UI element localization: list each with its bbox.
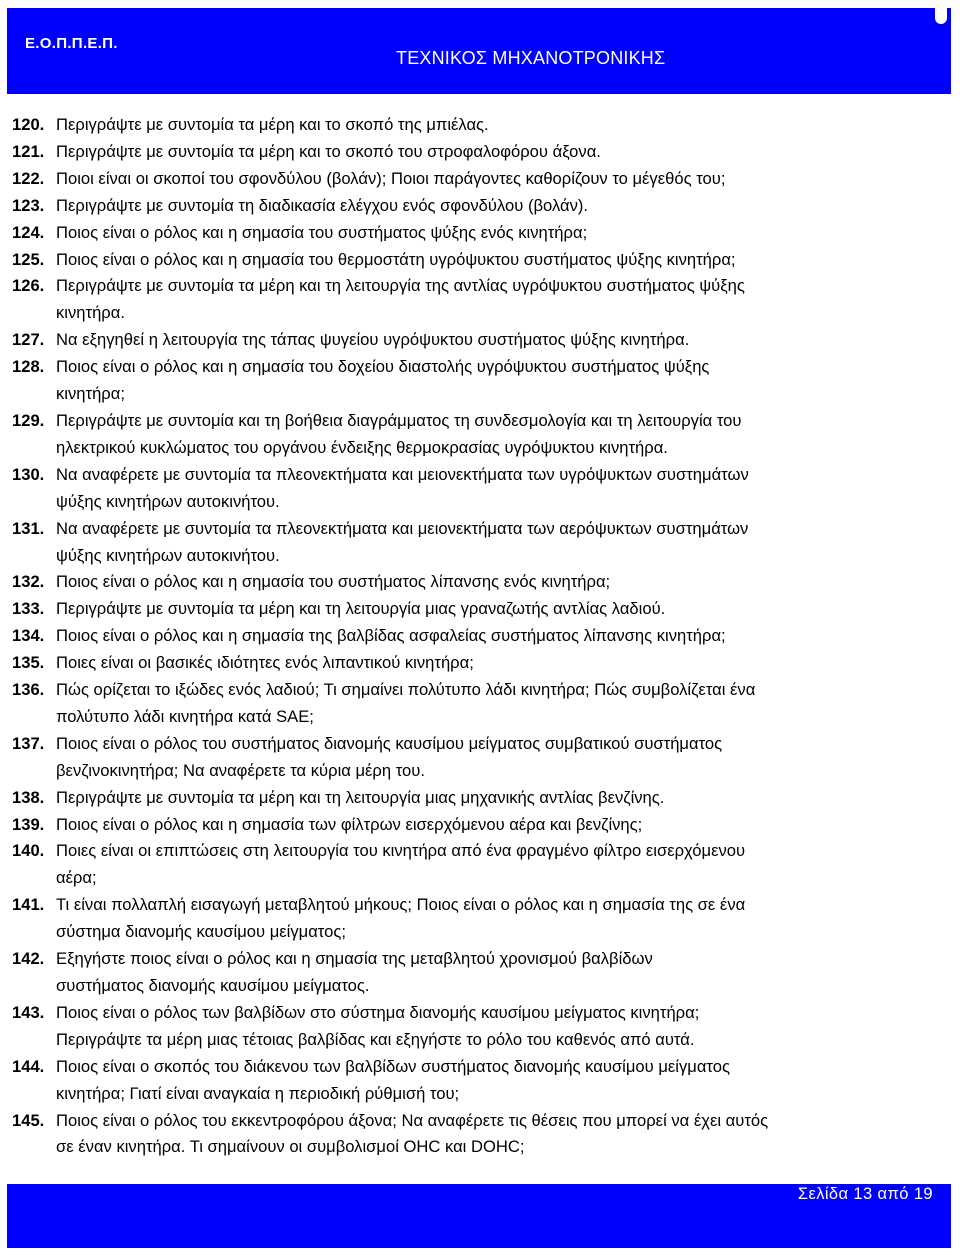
question-text: Περιγράψτε με συντομία τα μέρη και το σκοπό της μπιέλας. bbox=[56, 115, 489, 134]
question-number: 128. bbox=[12, 357, 45, 377]
header-band bbox=[7, 8, 951, 94]
question-item bbox=[12, 650, 942, 677]
question-number: 143. bbox=[12, 1002, 45, 1022]
question-text: Ποιες είναι οι επιπτώσεις στη λειτουργία του κινητήρα από ένα φραγμένο φίλτρο εισερχόμενου bbox=[56, 841, 746, 861]
question-text: ψύξης κινητήρων αυτοκινήτου. bbox=[56, 491, 280, 511]
question-item bbox=[12, 1108, 942, 1162]
corner-tab bbox=[935, 8, 947, 24]
question-number: 127. bbox=[12, 330, 45, 350]
question-item bbox=[12, 327, 942, 354]
question-number: 141. bbox=[12, 895, 45, 915]
question-text: συστήματος διανομής καυσίμου μείγματος. bbox=[56, 976, 370, 995]
question-text: Περιγράψτε με συντομία τα μέρη και τη λειτουργία της αντλίας υγρόψυκτου συστήματος ψύξης bbox=[56, 276, 745, 296]
question-text: Περιγράψτε με συντομία τα μέρη και τη λειτουργία μιας μηχανικής αντλίας βενζίνης. bbox=[56, 787, 665, 807]
question-number: 122. bbox=[12, 168, 45, 188]
question-item bbox=[12, 112, 942, 139]
question-item bbox=[12, 596, 942, 623]
question-text: βενζινοκινητήρα; Να αναφέρετε τα κύρια μέρη του. bbox=[56, 760, 425, 780]
question-text: Περιγράψτε τα μέρη μιας τέτοιας βαλβίδας και εξηγήστε το ρόλο του καθενός από αυτά. bbox=[56, 1029, 695, 1049]
question-text: σύστημα διανομής καυσίμου μείγματος; bbox=[56, 922, 346, 942]
question-text: Ποιοι είναι οι σκοποί του σφονδύλου (βολάν); Ποιοι παράγοντες καθορίζουν το μέγεθός του; bbox=[56, 168, 726, 188]
question-text: αέρα; bbox=[56, 868, 97, 888]
question-text: Περιγράψτε με συντομία τα μέρη και το σκοπό του στροφαλοφόρου άξονα. bbox=[56, 141, 601, 161]
question-item bbox=[12, 166, 942, 193]
question-item bbox=[12, 1054, 942, 1108]
question-item bbox=[12, 139, 942, 166]
question-text: κινητήρα. bbox=[56, 303, 125, 323]
question-number: 131. bbox=[12, 518, 45, 538]
page-number: Σελίδα 13 από 19 bbox=[797, 1185, 933, 1203]
question-number: 126. bbox=[12, 276, 45, 296]
question-number: 125. bbox=[12, 249, 45, 269]
question-text: Περιγράψτε με συντομία και τη βοήθεια διαγράμματος τη συνδεσμολογία και τη λειτουργία του bbox=[56, 410, 742, 430]
question-text: Ποιος είναι ο ρόλος του εκκεντροφόρου άξονα; Να αναφέρετε τις θέσεις που μπορεί να έχει αυτός bbox=[56, 1110, 769, 1130]
question-text: Να εξηγηθεί η λειτουργία της τάπας ψυγείου υγρόψυκτου συστήματος ψύξης κινητήρα. bbox=[56, 330, 690, 350]
question-number: 121. bbox=[12, 141, 45, 161]
question-item bbox=[12, 354, 942, 408]
question-text: Τι είναι πολλαπλή εισαγωγή μεταβλητού μήκους; Ποιος είναι ο ρόλος και η σημασία της σε ένα bbox=[56, 895, 746, 915]
question-item bbox=[12, 623, 942, 650]
question-text: Ποιος είναι ο σκοπός του διάκενου των βαλβίδων συστήματος διανομής καυσίμου μείγματος bbox=[56, 1056, 730, 1076]
subject-title: ΤΕΧΝΙΚΟΣ ΜΗΧΑΝΟΤΡΟΝΙΚΗΣ bbox=[396, 48, 666, 68]
question-item bbox=[12, 462, 942, 516]
question-text: Ποιος είναι ο ρόλος των βαλβίδων στο σύστημα διανομής καυσίμου μείγματος κινητήρα; bbox=[56, 1002, 700, 1022]
question-number: 132. bbox=[12, 572, 45, 592]
question-text: Εξηγήστε ποιος είναι ο ρόλος και η σημασία της μεταβλητού χρονισμού βαλβίδων bbox=[56, 949, 653, 969]
question-text: Περιγράψτε με συντομία τη διαδικασία ελέγχου ενός σφονδύλου (βολάν). bbox=[56, 195, 589, 215]
question-number: 124. bbox=[12, 222, 45, 242]
question-number: 142. bbox=[12, 949, 45, 969]
question-number: 133. bbox=[12, 599, 45, 619]
question-list bbox=[12, 112, 942, 1161]
question-text: Να αναφέρετε με συντομία τα πλεονεκτήματα και μειονεκτήματα των αερόψυκτων συστημάτων bbox=[56, 518, 749, 538]
question-number: 140. bbox=[12, 841, 45, 861]
question-item bbox=[12, 273, 942, 327]
question-number: 137. bbox=[12, 733, 45, 753]
question-text: Ποιος είναι ο ρόλος και η σημασία του θερμοστάτη υγρόψυκτου συστήματος ψύξης κινητήρα; bbox=[56, 249, 736, 269]
question-text: ψύξης κινητήρων αυτοκινήτου. bbox=[56, 545, 280, 565]
question-text: Ποιος είναι ο ρόλος του συστήματος διανομής καυσίμου μείγματος συμβατικού συστήματος bbox=[56, 733, 723, 753]
question-text: σε έναν κινητήρα. Τι σημαίνουν οι συμβολισμοί OHC και DOHC; bbox=[56, 1137, 525, 1157]
question-item bbox=[12, 785, 942, 812]
question-number: 134. bbox=[12, 626, 45, 646]
question-text: Ποιες είναι οι βασικές ιδιότητες ενός λιπαντικού κινητήρα; bbox=[56, 653, 474, 673]
question-item bbox=[12, 677, 942, 731]
question-item bbox=[12, 892, 942, 946]
question-item bbox=[12, 247, 942, 274]
question-text: πολύτυπο λάδι κινητήρα κατά SAE; bbox=[56, 706, 314, 726]
question-item bbox=[12, 946, 942, 1000]
question-number: 139. bbox=[12, 814, 45, 834]
question-text: Να αναφέρετε με συντομία τα πλεονεκτήματα και μειονεκτήματα των υγρόψυκτων συστημάτων bbox=[56, 464, 749, 484]
question-number: 144. bbox=[12, 1056, 45, 1076]
question-item bbox=[12, 408, 942, 462]
question-item bbox=[12, 1000, 942, 1054]
question-item bbox=[12, 731, 942, 785]
question-item bbox=[12, 193, 942, 220]
question-text: Περιγράψτε με συντομία τα μέρη και τη λειτουργία μιας γραναζωτής αντλίας λαδιού. bbox=[56, 599, 666, 619]
question-number: 138. bbox=[12, 787, 45, 807]
question-text: Ποιος είναι ο ρόλος και η σημασία της βαλβίδας ασφαλείας συστήματος λίπανσης κινητήρα; bbox=[56, 626, 726, 646]
question-text: ηλεκτρικού κυκλώματος του οργάνου ένδειξης θερμοκρασίας υγρόψυκτου κινητήρα. bbox=[56, 437, 668, 457]
question-number: 120. bbox=[12, 115, 45, 134]
question-number: 145. bbox=[12, 1110, 45, 1130]
question-text: Ποιος είναι ο ρόλος και η σημασία του δοχείου διαστολής υγρόψυκτου συστήματος ψύξης bbox=[56, 357, 710, 377]
question-text: κινητήρα; Γιατί είναι αναγκαία η περιοδική ρύθμισή του; bbox=[56, 1083, 460, 1103]
question-number: 123. bbox=[12, 195, 45, 215]
question-item bbox=[12, 838, 942, 892]
question-text: Ποιος είναι ο ρόλος και η σημασία του συστήματος ψύξης ενός κινητήρα; bbox=[56, 222, 588, 242]
question-item bbox=[12, 569, 942, 596]
question-number: 130. bbox=[12, 464, 45, 484]
question-text: Πώς ορίζεται το ιξώδες ενός λαδιού; Τι σημαίνει πολύτυπο λάδι κινητήρα; Πώς συμβολίζεται ένα bbox=[56, 680, 756, 700]
question-text: κινητήρα; bbox=[56, 384, 125, 404]
question-item bbox=[12, 220, 942, 247]
question-number: 129. bbox=[12, 410, 45, 430]
organization-label: Ε.Ο.Π.Π.Ε.Π. bbox=[25, 35, 118, 52]
question-number: 136. bbox=[12, 680, 45, 700]
question-item bbox=[12, 516, 942, 570]
question-text: Ποιος είναι ο ρόλος και η σημασία των φίλτρων εισερχόμενου αέρα και βενζίνης; bbox=[56, 814, 643, 834]
question-item bbox=[12, 812, 942, 839]
question-number: 135. bbox=[12, 653, 45, 673]
question-text: Ποιος είναι ο ρόλος και η σημασία του συστήματος λίπανσης ενός κινητήρα; bbox=[56, 572, 611, 592]
